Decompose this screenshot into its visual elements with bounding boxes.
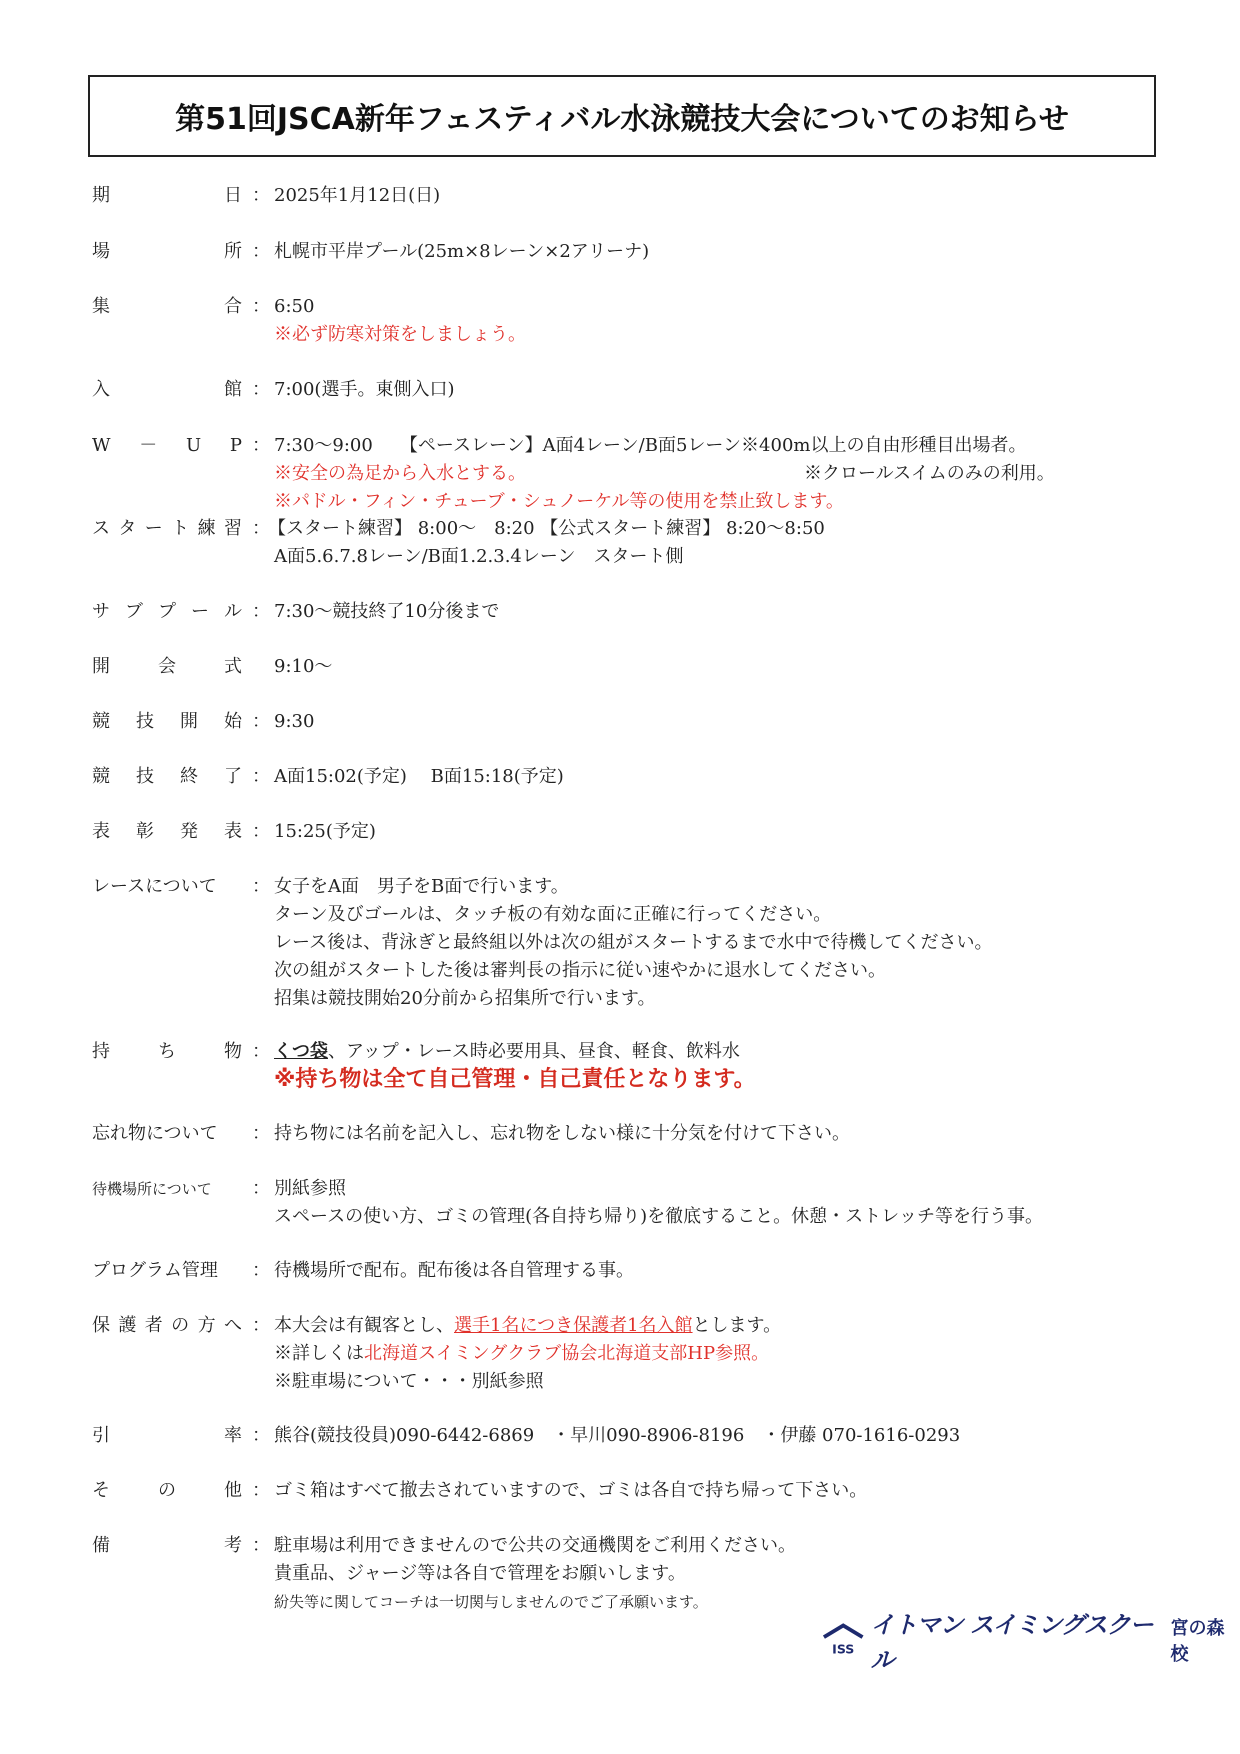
- start-practice-lanes: A面5.6.7.8レーン/B面1.2.3.4レーン スタート側: [274, 546, 684, 567]
- colon: ：: [252, 1425, 270, 1446]
- label-lost-items: 忘れ物について: [92, 1123, 218, 1144]
- guardians-parking: ※駐車場について・・・別紙参照: [274, 1371, 544, 1392]
- race-info-line: レース後は、背泳ぎと最終組以外は次の組がスタートするまで水中で待機してください。: [274, 932, 993, 953]
- race-info-line: 招集は競技開始20分前から招集所で行います。: [274, 988, 656, 1009]
- colon: ：: [252, 518, 270, 539]
- label-date: 期 日: [92, 185, 242, 206]
- waiting-area-ref: 別紙参照: [274, 1178, 346, 1199]
- colon: ：: [252, 185, 270, 206]
- warmup-note-crawl: ※クロールスイムのみの利用。: [804, 463, 1055, 484]
- assembly-time: 6:50: [274, 296, 315, 317]
- label-opening: 開 会 式: [92, 656, 242, 677]
- label-remarks: 備 考: [92, 1535, 242, 1556]
- page-title: 第51回JSCA新年フェスティバル水泳競技大会についてのお知らせ: [175, 102, 1069, 137]
- label-race-info: レースについて: [92, 876, 217, 897]
- race-info-line: 女子をA面 男子をB面で行います。: [274, 876, 569, 897]
- colon: ：: [252, 1535, 270, 1556]
- colon: ：: [252, 711, 270, 732]
- school-logo: [822, 1611, 1240, 1674]
- label-competition-end: 競 技 終 了: [92, 766, 242, 787]
- program-value: 待機場所で配布。配布後は各自管理する事。: [274, 1260, 634, 1281]
- label-sub-pool: サ ブ プ ー ル: [92, 601, 242, 622]
- venue-value: 札幌市平岸プール(25m×8レーン×2アリーナ): [274, 241, 650, 262]
- guardians-text: 本大会は有観客とし、: [274, 1315, 454, 1336]
- label-competition-start: 競 技 開 始: [92, 711, 242, 732]
- title-box: [88, 75, 1156, 157]
- warmup-note-equipment: ※パドル・フィン・チューブ・シュノーケル等の使用を禁止致します。: [274, 491, 844, 512]
- label-start-practice: ス タ ー ト 練 習: [92, 518, 242, 539]
- assembly-note: ※必ず防寒対策をしましょう。: [274, 324, 526, 345]
- belongings-warning: ※持ち物は全て自己管理・自己責任となります。: [274, 1067, 756, 1092]
- warmup-note-safety: ※安全の為足から入水とする。: [274, 463, 526, 484]
- label-guardians: 保 護 者 の 方 へ: [92, 1315, 242, 1336]
- colon: ：: [252, 1178, 270, 1199]
- colon: ：: [252, 1123, 270, 1144]
- date-value: 2025年1月12日(日): [274, 185, 441, 206]
- colon: ：: [252, 1480, 270, 1501]
- guardians-limit: 選手1名につき保護者1名入館: [454, 1315, 693, 1336]
- entry-value: 7:00(選手。東側入口): [274, 379, 455, 400]
- competition-start-value: 9:30: [274, 711, 315, 732]
- colon: ：: [252, 876, 270, 897]
- remarks-line: 貴重品、ジャージ等は各自で管理をお願いします。: [274, 1563, 686, 1584]
- sub-pool-value: 7:30～競技終了10分後まで: [274, 601, 500, 622]
- colon: ：: [252, 821, 270, 842]
- competition-end-value: A面15:02(予定) B面15:18(予定): [274, 766, 564, 787]
- logo-branch: 宮の森校: [1170, 1618, 1225, 1665]
- colon: ：: [252, 1315, 270, 1336]
- label-waiting-area: 待機場所について: [92, 1180, 212, 1198]
- colon: ：: [252, 1260, 270, 1281]
- colon: ：: [252, 601, 270, 622]
- remarks-line: 紛失等に関してコーチは一切関与しませんのでご了承願います。: [274, 1593, 708, 1611]
- colon: ：: [252, 766, 270, 787]
- waiting-area-rules: スペースの使い方、ゴミの管理(各自持ち帰り)を徹底すること。休憩・ストレッチ等を行う事。: [274, 1206, 1043, 1227]
- belongings-shoe-bag: くつ袋: [274, 1041, 328, 1062]
- label-other: そ の 他: [92, 1480, 242, 1501]
- label-program: プログラム管理: [92, 1260, 218, 1281]
- label-awards: 表 彰 発 表: [92, 821, 242, 842]
- other-value: ゴミ箱はすべて撤去されていますので、ゴミは各自で持ち帰って下さい。: [274, 1480, 868, 1501]
- remarks-line: 駐車場は利用できませんので公共の交通機関をご利用ください。: [274, 1535, 796, 1556]
- logo-brand: イトマン スイミングスクール: [870, 1611, 1153, 1674]
- label-assembly: 集 合: [92, 296, 242, 317]
- label-entry: 入 館: [92, 379, 242, 400]
- warmup-time: 7:30～9:00 【ペースレーン】A面4レーン/B面5レーン※400m以上の自由形種目出場者。: [274, 435, 1027, 456]
- colon: ：: [252, 435, 270, 456]
- guardians-details-link[interactable]: 北海道スイミングクラブ協会北海道支部HP参照。: [364, 1343, 770, 1364]
- colon: ：: [252, 379, 270, 400]
- svg-text:ISS: ISS: [832, 1641, 855, 1657]
- label-escort: 引 率: [92, 1425, 242, 1446]
- guardians-details-prefix: ※詳しくは: [274, 1343, 364, 1364]
- lost-items-value: 持ち物には名前を記入し、忘れ物をしない様に十分気を付けて下さい。: [274, 1123, 850, 1144]
- race-info-line: 次の組がスタートした後は審判長の指示に従い速やかに退水してください。: [274, 960, 886, 981]
- belongings-list: 、アップ・レース時必要用具、昼食、軽食、飲料水: [328, 1041, 740, 1062]
- colon: ：: [252, 296, 270, 317]
- escort-contacts: 熊谷(競技役員)090-6442-6869 ・早川090-8906-8196 ・伊藤 070-1616-0293: [274, 1425, 961, 1446]
- guardians-text-end: とします。: [692, 1315, 782, 1336]
- start-practice-time: 【スタート練習】 8:00～ 8:20 【公式スタート練習】 8:20～8:50: [268, 518, 825, 539]
- colon: ：: [252, 241, 270, 262]
- label-venue: 場 所: [92, 241, 242, 262]
- label-warmup: W － U P: [92, 435, 242, 456]
- awards-value: 15:25(予定): [274, 821, 376, 842]
- logo-mark-icon: [822, 1623, 864, 1657]
- race-info-line: ターン及びゴールは、タッチ板の有効な面に正確に行ってください。: [274, 904, 832, 925]
- opening-value: 9:10～: [274, 656, 333, 677]
- colon: ：: [252, 1041, 270, 1062]
- label-belongings: 持 ち 物: [92, 1041, 242, 1062]
